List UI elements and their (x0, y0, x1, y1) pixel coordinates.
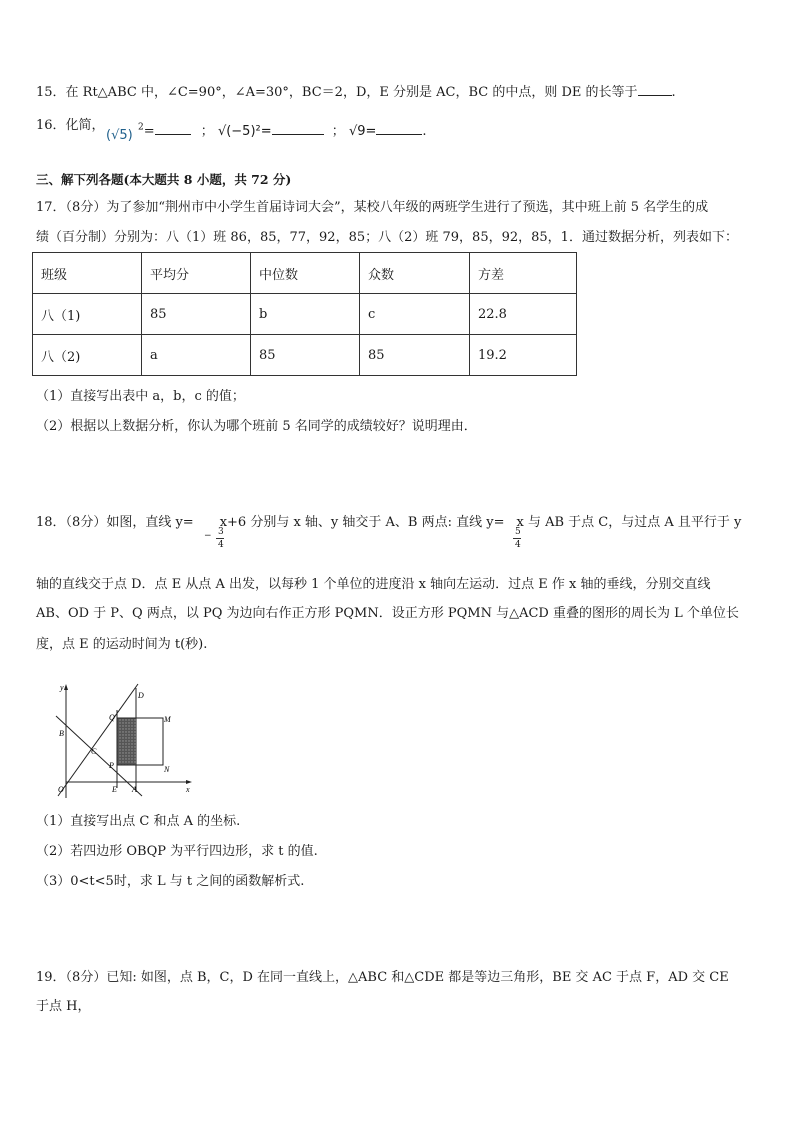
table-header: 平均分 (142, 253, 251, 294)
q15-text: 15．在 Rt△ABC 中，∠C=90°，∠A=30°，BC＝2，D，E 分别是 AC，BC 的中点，则 DE 的长等于 (36, 85, 638, 100)
table-header-row (33, 253, 577, 294)
q18-sub-3: （3）0<t<5时，求 L 与 t 之间的函数解析式. (36, 874, 305, 889)
q16-answer-blank-3 (376, 122, 422, 135)
table-cell: b (251, 294, 360, 335)
label-M: M (164, 715, 171, 724)
q16-formula-1: (√5) (106, 128, 133, 143)
q17-sub-1: （1）直接写出表中 a，b，c 的值； (36, 389, 245, 404)
q17-sub-2: （2）根据以上数据分析，你认为哪个班前 5 名同学的成绩较好？说明理由． (36, 419, 477, 434)
table-header: 众数 (360, 253, 470, 294)
label-D: D (138, 691, 144, 700)
table-cell: 八（2) (33, 335, 142, 376)
q18-coordinate-figure (50, 680, 196, 798)
table-cell: 八（1) (33, 294, 142, 335)
q16-line (36, 117, 105, 135)
q18-sub-2: （2）若四边形 OBQP 为平行四边形，求 t 的值. (36, 844, 318, 859)
q17-line-2: 绩（百分制）分别为：八（1）班 86，85，77，92，85；八（2）班 79，85，92，85，1．通过数据分析，列表如下： (36, 230, 738, 245)
table-cell: 22.8 (470, 294, 577, 335)
q19-line-1: 19．（8分）已知: 如图，点 B，C，D 在同一直线上，△ABC 和△CDE 都是等边三角形，BE 交 AC 于点 F，AD 交 CE (36, 970, 729, 985)
q18-fraction-1-bar (216, 538, 224, 539)
q16-formula-1-rest: $^2$= ； √(−5)²= ； √9= . (138, 122, 427, 139)
q15-answer-blank (638, 83, 672, 96)
q18-line-3: AB、OD 于 P、Q 两点，以 PQ 为边向右作正方形 PQMN．设正方形 PQMN 与△ACD 重叠的图形的周长为 L 个单位长 (36, 606, 739, 621)
overlap-region (117, 718, 136, 765)
q16-formula-3: √9= (348, 124, 377, 139)
q15-line: 15．在 Rt△ABC 中，∠C=90°，∠A=30°，BC＝2，D，E 分别是 AC，BC 的中点，则 DE 的长等于 . (36, 85, 676, 100)
table-header: 方差 (470, 253, 577, 294)
q18-fraction-1-num: 3 (218, 527, 224, 537)
q16-answer-blank-1 (155, 122, 191, 135)
table-cell: 85 (251, 335, 360, 376)
q16-label: 16．化简， (36, 118, 105, 133)
label-C: C (91, 747, 97, 756)
label-N: N (164, 765, 170, 774)
q19-line-2: 于点 H， (36, 999, 91, 1014)
q18-line-1: 18．（8分）如图，直线 y= x+6 分别与 x 轴、y 轴交于 A、B 两点: 直线 y= x 与 AB 于点 C，与过点 A 且平行于 y (36, 515, 742, 530)
label-E: E (112, 785, 117, 794)
table-header: 班级 (33, 253, 142, 294)
q18-fraction-minus: − (204, 531, 212, 541)
table-cell: 85 (360, 335, 470, 376)
label-x: x (186, 785, 190, 794)
q18-fraction-1-den: 4 (218, 540, 224, 550)
label-B: B (59, 729, 64, 738)
label-P: P (109, 761, 114, 770)
q18-line-2: 轴的直线交于点 D．点 E 从点 A 出发，以每秒 1 个单位的进度沿 x 轴向左运动．过点 E 作 x 轴的垂线，分别交直线 (36, 577, 711, 592)
table-row (33, 294, 577, 335)
table-row (33, 335, 577, 376)
table-cell: c (360, 294, 470, 335)
q18-fraction-2-den: 4 (515, 540, 521, 550)
label-Q: Q (109, 713, 115, 722)
label-O: O (58, 785, 64, 794)
q18-fraction-2-num: 5 (515, 527, 521, 537)
table-cell: a (142, 335, 251, 376)
section-3-heading: 三、解下列各题(本大题共 8 小题，共 72 分) (36, 172, 292, 187)
q18-sub-1: （1）直接写出点 C 和点 A 的坐标. (36, 814, 241, 829)
q16-formula-2: √(−5)²= (217, 124, 272, 139)
q17-line-1: 17．（8分）为了参加“荆州市中小学生首届诗词大会”，某校八年级的两班学生进行了预选，其中班上前 5 名学生的成 (36, 200, 709, 215)
q18-fraction-2-bar (513, 538, 521, 539)
q16-answer-blank-2 (272, 122, 324, 135)
table-header: 中位数 (251, 253, 360, 294)
table-cell: 85 (142, 294, 251, 335)
label-y: y (60, 683, 64, 692)
q18-line-4: 度，点 E 的运动时间为 t(秒). (36, 637, 208, 652)
label-A: A (132, 785, 137, 794)
table-cell: 19.2 (470, 335, 577, 376)
score-table (32, 252, 577, 376)
